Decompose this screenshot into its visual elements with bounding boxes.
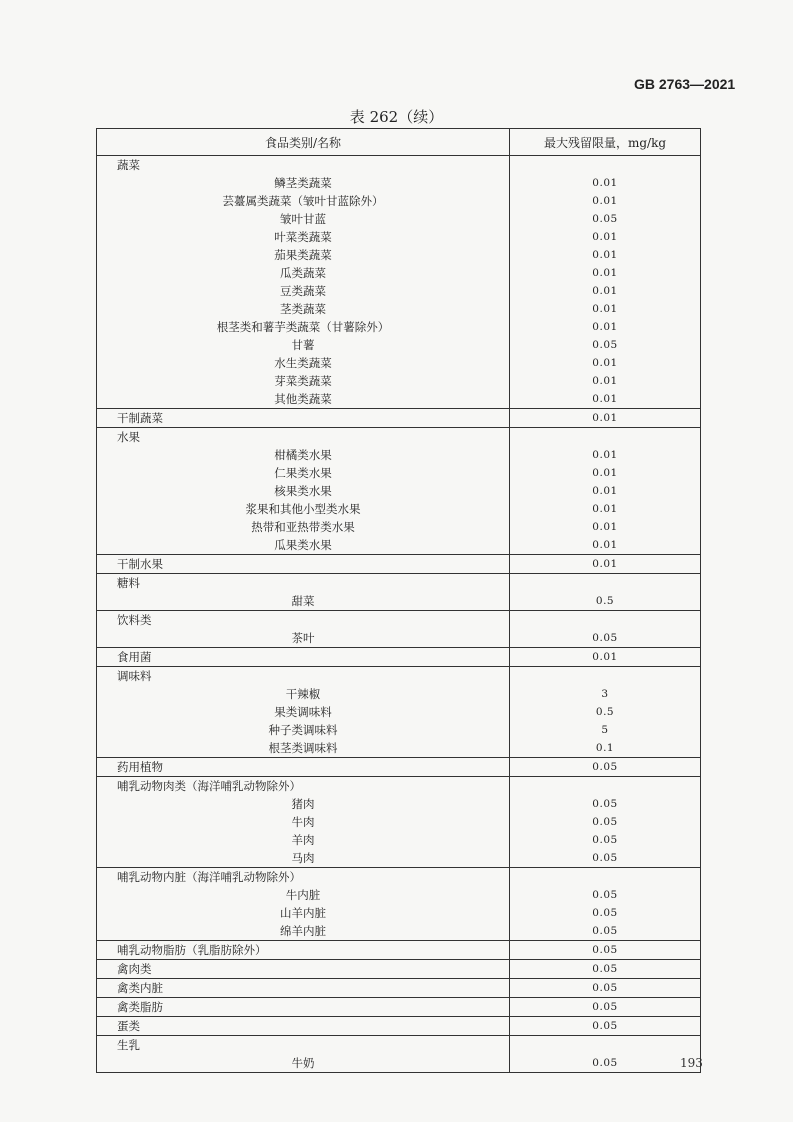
subcategory-row [97,592,701,611]
subcategory-row [97,246,701,264]
category-row [97,758,701,777]
max-residue-value [510,156,701,175]
max-residue-value: 0.05 [592,632,618,644]
category-name: 糖料 [97,574,510,593]
subcategory-row [97,318,701,336]
max-residue-value: 3 [601,688,609,700]
standard-code: GB 2763—2021 [634,76,736,92]
max-residue-value: 0.01 [592,485,618,497]
max-residue-value: 0.05 [510,979,701,998]
subcategory-row [97,536,701,555]
max-residue-value: 0.05 [510,998,701,1017]
max-residue-value: 0.01 [592,449,618,461]
max-residue-value: 0.05 [510,758,701,777]
subcategory-row [97,518,701,536]
subcategory-row [97,174,701,192]
residue-limit-table [96,128,701,1073]
subcategory-name: 仁果类水果 [97,464,510,482]
subcategory-row [97,300,701,318]
subcategory-name: 叶菜类蔬菜 [97,228,510,246]
subcategory-row [97,372,701,390]
subcategory-name: 浆果和其他小型类水果 [97,500,510,518]
category-row [97,998,701,1017]
max-residue-value: 0.01 [592,521,618,533]
subcategory-name: 皱叶甘蓝 [97,210,510,228]
subcategory-name: 猪肉 [97,795,510,813]
subcategory-name: 根茎类调味料 [97,739,510,758]
table-title: 表 262（续） [349,108,444,126]
subcategory-name: 羊肉 [97,831,510,849]
header-max-residue-limit: 最大残留限量，mg/kg [510,129,701,156]
subcategory-row [97,739,701,758]
subcategory-row [97,849,701,868]
subcategory-row [97,464,701,482]
max-residue-value: 0.5 [595,706,615,718]
category-name: 食用菌 [97,648,510,667]
category-row [97,648,701,667]
max-residue-value: 0.01 [592,467,618,479]
category-row [97,777,701,796]
category-name: 蛋类 [97,1017,510,1036]
max-residue-value: 0.05 [592,834,618,846]
max-residue-value: 0.01 [592,249,618,261]
subcategory-row [97,703,701,721]
category-name: 干制蔬菜 [97,409,510,428]
subcategory-name: 牛奶 [97,1054,510,1073]
max-residue-value: 0.01 [592,357,618,369]
subcategory-name: 果类调味料 [97,703,510,721]
max-residue-value [510,574,701,593]
max-residue-value: 0.01 [592,503,618,515]
max-residue-value: 0.01 [592,231,618,243]
subcategory-name: 牛内脏 [97,886,510,904]
max-residue-value [510,777,701,796]
max-residue-value: 0.01 [510,409,701,428]
category-row [97,960,701,979]
max-residue-value [510,868,701,887]
category-row [97,156,701,175]
max-residue-value: 0.05 [592,889,618,901]
max-residue-value: 0.05 [592,852,618,864]
category-row [97,574,701,593]
category-name: 蔬菜 [97,156,510,175]
max-residue-value: 0.01 [592,539,618,551]
max-residue-value: 0.01 [510,648,701,667]
subcategory-row [97,336,701,354]
subcategory-row [97,886,701,904]
subcategory-row [97,210,701,228]
subcategory-name: 瓜果类水果 [97,536,510,555]
subcategory-name: 芽菜类蔬菜 [97,372,510,390]
subcategory-name: 瓜类蔬菜 [97,264,510,282]
category-row [97,611,701,630]
max-residue-value [510,611,701,630]
subcategory-row [97,629,701,648]
subcategory-row [97,904,701,922]
category-name: 调味料 [97,667,510,686]
subcategory-row [97,1054,701,1073]
subcategory-row [97,354,701,372]
subcategory-row [97,228,701,246]
max-residue-value: 0.05 [510,1017,701,1036]
category-name: 禽类脂肪 [97,998,510,1017]
category-row [97,555,701,574]
category-row [97,667,701,686]
category-name: 药用植物 [97,758,510,777]
category-name: 生乳 [97,1036,510,1055]
max-residue-value: 5 [601,724,609,736]
max-residue-value: 0.05 [592,798,618,810]
max-residue-value [510,667,701,686]
category-row [97,409,701,428]
max-residue-value [510,1036,701,1055]
residue-table-container [96,128,700,1073]
max-residue-value: 0.05 [592,213,618,225]
max-residue-value: 0.01 [592,375,618,387]
subcategory-name: 甘薯 [97,336,510,354]
category-name: 饮料类 [97,611,510,630]
subcategory-name: 甜菜 [97,592,510,611]
subcategory-row [97,831,701,849]
subcategory-row [97,500,701,518]
category-name: 哺乳动物脂肪（乳脂肪除外） [97,941,510,960]
subcategory-name: 种子类调味料 [97,721,510,739]
max-residue-value: 0.05 [592,907,618,919]
max-residue-value: 0.01 [592,285,618,297]
max-residue-value: 0.01 [592,321,618,333]
subcategory-name: 牛肉 [97,813,510,831]
category-name: 禽肉类 [97,960,510,979]
subcategory-name: 豆类蔬菜 [97,282,510,300]
subcategory-name: 马肉 [97,849,510,868]
max-residue-value: 0.05 [592,925,618,937]
category-row [97,979,701,998]
category-name: 干制水果 [97,555,510,574]
subcategory-row [97,264,701,282]
table-header-row [97,129,701,156]
subcategory-row [97,192,701,210]
category-row [97,1036,701,1055]
category-row [97,428,701,447]
subcategory-name: 热带和亚热带类水果 [97,518,510,536]
subcategory-name: 柑橘类水果 [97,446,510,464]
subcategory-name: 水生类蔬菜 [97,354,510,372]
subcategory-row [97,685,701,703]
category-name: 哺乳动物内脏（海洋哺乳动物除外） [97,868,510,887]
subcategory-row [97,721,701,739]
table-body [97,156,701,1073]
max-residue-value: 0.01 [592,393,618,405]
category-row [97,868,701,887]
category-row [97,941,701,960]
max-residue-value: 0.5 [595,595,615,607]
max-residue-value: 0.05 [592,1057,618,1069]
max-residue-value: 0.01 [592,177,618,189]
subcategory-row [97,282,701,300]
category-name: 水果 [97,428,510,447]
subcategory-name: 茶叶 [97,629,510,648]
category-row [97,1017,701,1036]
max-residue-value: 0.01 [592,303,618,315]
subcategory-name: 鳞茎类蔬菜 [97,174,510,192]
category-name: 禽类内脏 [97,979,510,998]
subcategory-row [97,482,701,500]
subcategory-row [97,390,701,409]
subcategory-name: 芸薹属类蔬菜（皱叶甘蓝除外） [97,192,510,210]
subcategory-name: 山羊内脏 [97,904,510,922]
subcategory-name: 根茎类和薯芋类蔬菜（甘薯除外） [97,318,510,336]
header-food-category: 食品类别/名称 [97,129,510,156]
max-residue-value: 0.1 [595,742,615,754]
subcategory-name: 绵羊内脏 [97,922,510,941]
max-residue-value: 0.01 [592,267,618,279]
category-name: 哺乳动物肉类（海洋哺乳动物除外） [97,777,510,796]
subcategory-row [97,795,701,813]
subcategory-name: 茎类蔬菜 [97,300,510,318]
max-residue-value [510,428,701,447]
page-number: 193 [680,1056,703,1070]
max-residue-value: 0.05 [510,960,701,979]
subcategory-name: 干辣椒 [97,685,510,703]
subcategory-name: 其他类蔬菜 [97,390,510,409]
subcategory-name: 茄果类蔬菜 [97,246,510,264]
max-residue-value: 0.01 [592,195,618,207]
subcategory-name: 核果类水果 [97,482,510,500]
max-residue-value: 0.05 [592,816,618,828]
max-residue-value: 0.05 [510,941,701,960]
subcategory-row [97,446,701,464]
subcategory-row [97,813,701,831]
max-residue-value: 0.01 [510,555,701,574]
max-residue-value: 0.05 [592,339,618,351]
subcategory-row [97,922,701,941]
